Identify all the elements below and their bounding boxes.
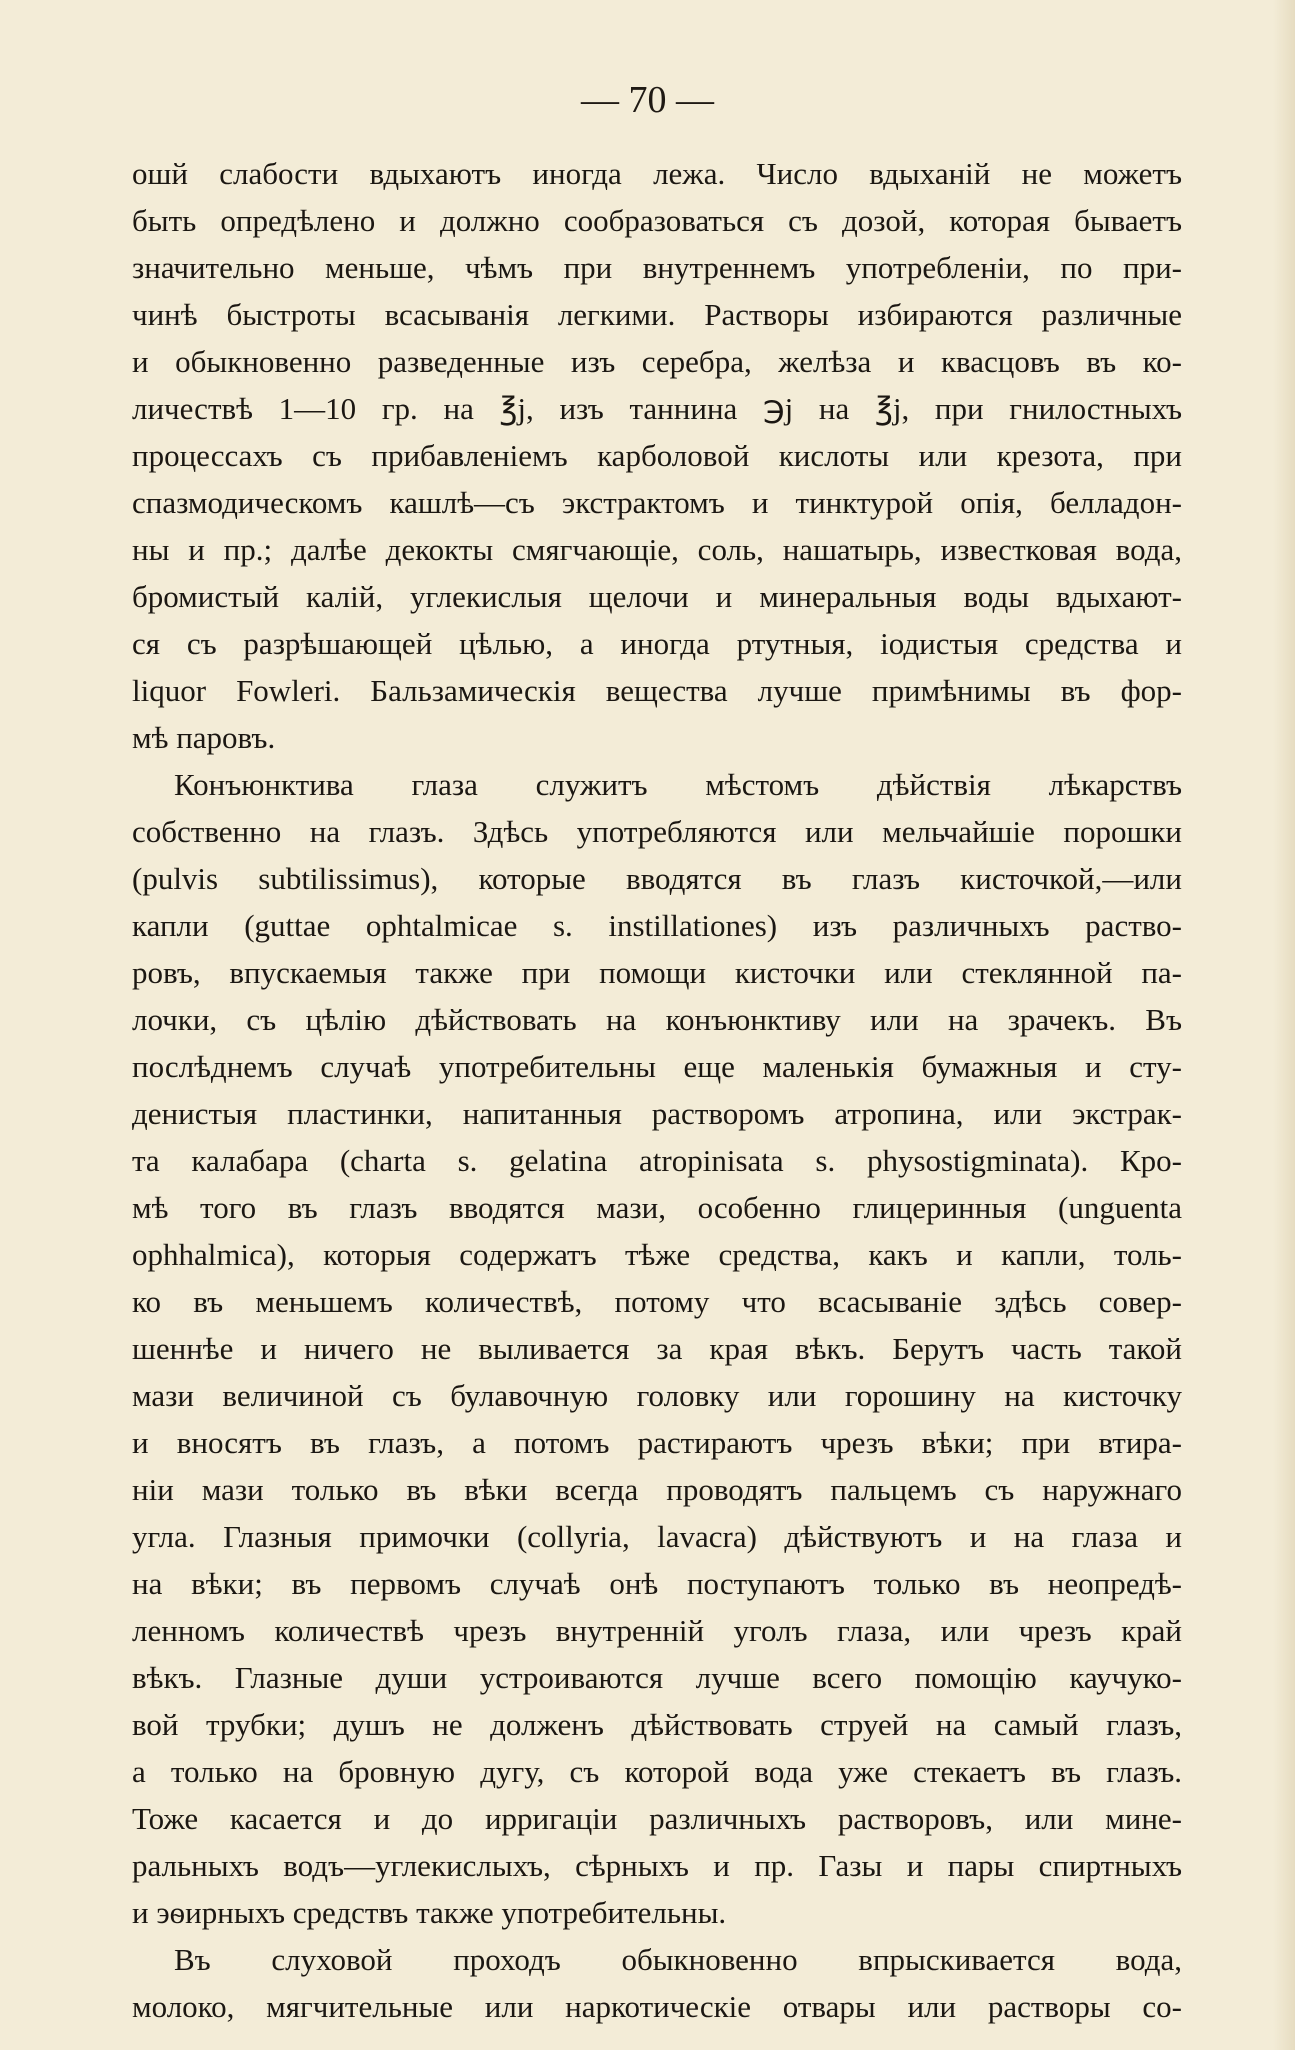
text-line: лочки, съ цѣлію дѣйствовать на конъюнктиву или на зрачекъ. Въ <box>132 1002 1182 1037</box>
text-line: ся съ разрѣшающей цѣлью, а иногда ртутныя, іодистыя средства и <box>132 626 1182 661</box>
text-line: та калабара (charta s. gelatina atropinisata s. physostigminata). Кро- <box>132 1143 1182 1178</box>
text-line: денистыя пластинки, напитанныя растворомъ атропина, или экстрак- <box>132 1096 1182 1131</box>
text-line: быть опредѣлено и должно сообразоваться съ дозой, которая бываетъ <box>132 203 1182 238</box>
text-line: угла. Глазныя примочки (collyria, lavacra) дѣйствуютъ и на глаза и <box>132 1519 1182 1554</box>
text-line: процессахъ съ прибавленіемъ карболовой кислоты или крезота, при <box>132 438 1182 473</box>
text-line: ophhalmica), которыя содержатъ тѣже средства, какъ и капли, толь- <box>132 1237 1182 1272</box>
text-line: (pulvis subtilissimus), которые вводятся въ глазъ кисточкой,—или <box>132 861 1182 896</box>
text-line: чинѣ быстроты всасыванія легкими. Растворы избираются различные <box>132 297 1182 332</box>
body-text <box>132 150 1182 2030</box>
text-line: ошй слабости вдыхаютъ иногда лежа. Число вдыханій не можетъ <box>132 156 1182 191</box>
text-line: Конъюнктива глаза служитъ мѣстомъ дѣйствія лѣкарствъ <box>174 767 1182 802</box>
text-line: мази величиной съ булавочную головку или горошину на кисточку <box>132 1378 1182 1413</box>
text-line: вѣкъ. Глазные души устроиваются лучше всего помощію каучуко- <box>132 1660 1182 1695</box>
text-line: liquor Fowleri. Бальзамическія вещества лучше примѣнимы въ фор- <box>132 673 1182 708</box>
page-edge-shadow <box>1273 0 1295 2050</box>
text-line: спазмодическомъ кашлѣ—съ экстрактомъ и тинктурой опія, белладон- <box>132 485 1182 520</box>
text-line: и вносятъ въ глазъ, а потомъ растираютъ чрезъ вѣки; при втира- <box>132 1425 1182 1460</box>
text-line: послѣднемъ случаѣ употребительны еще маленькія бумажныя и сту- <box>132 1049 1182 1084</box>
text-line: и эѳирныхъ средствъ также употребительны. <box>132 1895 727 1930</box>
text-line: ровъ, впускаемыя также при помощи кисточки или стеклянной па- <box>132 955 1182 990</box>
text-line: ніи мази только въ вѣки всегда проводятъ пальцемъ съ наружнаго <box>132 1472 1182 1507</box>
text-line: молоко, мягчительные или наркотическіе отвары или растворы со- <box>132 1989 1182 2024</box>
text-line: ленномъ количествѣ чрезъ внутренній уголъ глаза, или чрезъ край <box>132 1613 1182 1648</box>
text-line: а только на бровную дугу, съ которой вода уже стекаетъ въ глазъ. <box>132 1754 1182 1789</box>
text-line: и обыкновенно разведенные изъ серебра, желѣза и квасцовъ въ ко- <box>132 344 1182 379</box>
text-line: собственно на глазъ. Здѣсь употребляются или мельчайшіе порошки <box>132 814 1182 849</box>
text-line: мѣ того въ глазъ вводятся мази, особенно глицеринныя (unguenta <box>132 1190 1182 1225</box>
text-line: личествѣ 1—10 гр. на ℥j, изъ таннина ℈j на ℥j, при гнилостныхъ <box>132 391 1182 426</box>
text-line: мѣ паровъ. <box>132 720 276 755</box>
page-number: — 70 — <box>581 79 714 121</box>
text-line: капли (guttae ophtalmicae s. instillationes) изъ различныхъ раство- <box>132 908 1182 943</box>
text-line: ральныхъ водъ—углекислыхъ, сѣрныхъ и пр. Газы и пары спиртныхъ <box>132 1848 1182 1883</box>
text-line: шеннѣе и ничего не выливается за края вѣкъ. Берутъ часть такой <box>132 1331 1182 1366</box>
text-line: ко въ меньшемъ количествѣ, потому что всасываніе здѣсь совер- <box>132 1284 1182 1319</box>
text-line: на вѣки; въ первомъ случаѣ онѣ поступаютъ только въ неопредѣ- <box>132 1566 1182 1601</box>
text-line: Тоже касается и до ирригаціи различныхъ растворовъ, или мине- <box>132 1801 1182 1836</box>
text-line: бромистый калій, углекислыя щелочи и минеральныя воды вдыхают- <box>132 579 1182 614</box>
text-line: вой трубки; душъ не долженъ дѣйствовать струей на самый глазъ, <box>132 1707 1182 1742</box>
text-line: ны и пр.; далѣе декокты смягчающіе, соль, нашатырь, известковая вода, <box>132 532 1182 567</box>
text-line: значительно меньше, чѣмъ при внутреннемъ употребленіи, по при- <box>132 250 1182 285</box>
text-line: Въ слуховой проходъ обыкновенно впрыскивается вода, <box>174 1942 1182 1977</box>
